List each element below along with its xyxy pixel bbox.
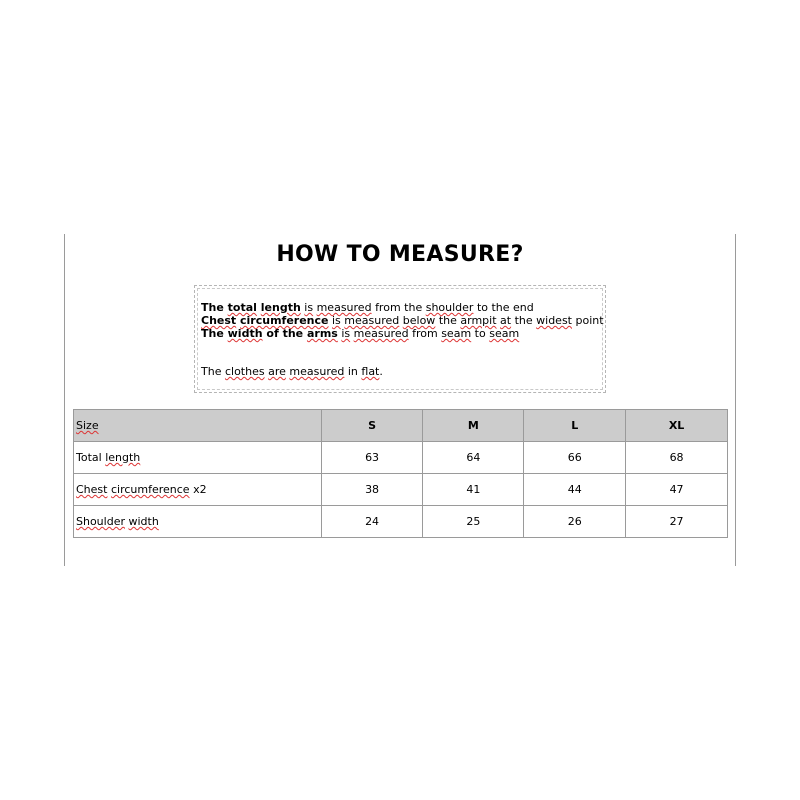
table-cell: 66 [524,442,626,474]
table-cell: 26 [524,506,626,538]
header-size-xl: XL [626,410,728,442]
table-row [74,442,728,474]
table-cell: 27 [626,506,728,538]
measurement-instructions-box [194,285,606,393]
size-chart-table [73,409,728,538]
table-cell: 44 [524,474,626,506]
row-label-shoulder-width: Shoulder width [74,506,322,538]
table-cell: 24 [321,506,423,538]
instructions-text [197,288,603,390]
row-label-total-length: Total length [74,442,322,474]
table-cell: 41 [423,474,524,506]
table-row [74,474,728,506]
header-size-label: Size [74,410,322,442]
page-title: HOW TO MEASURE? [276,242,524,267]
header-size-s: S [321,410,423,442]
table-cell: 47 [626,474,728,506]
row-label-chest-circumference: Chest circumference x2 [74,474,322,506]
instruction-arm-width: The width of the arms is measured from seam to seam [201,327,520,340]
table-cell: 68 [626,442,728,474]
header-size-m: M [423,410,524,442]
instruction-total-length: The total length is measured from the shoulder to the end [201,301,534,314]
table-cell: 25 [423,506,524,538]
instruction-flat-note: The clothes are measured in flat. [201,365,383,378]
instruction-chest-circumference: Chest circumference is measured below the armpit at the widest point [201,314,604,327]
table-cell: 38 [321,474,423,506]
header-size-l: L [524,410,626,442]
table-row [74,506,728,538]
table-cell: 64 [423,442,524,474]
table-cell: 63 [321,442,423,474]
table-header-row [74,410,728,442]
